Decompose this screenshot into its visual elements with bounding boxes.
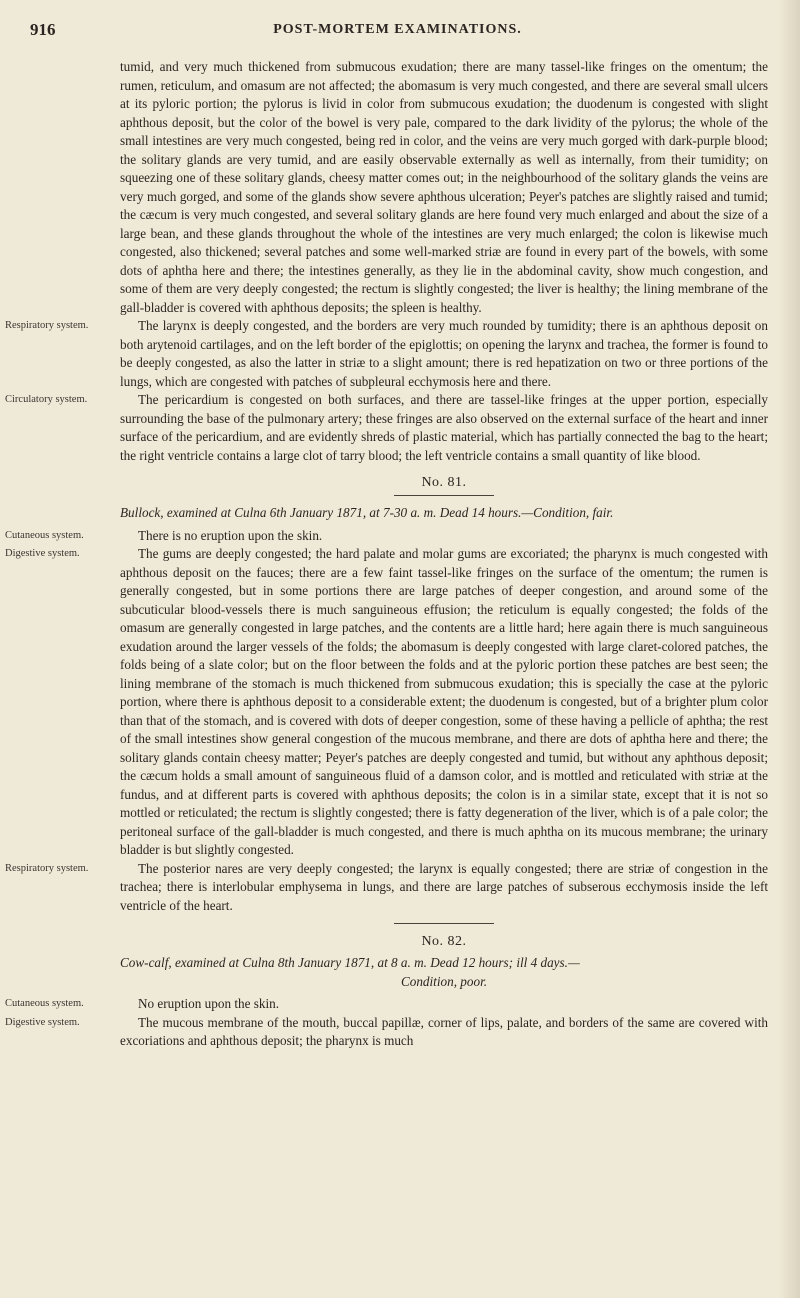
paragraph-respiratory-81 bbox=[5, 860, 768, 916]
page-number: 916 bbox=[30, 20, 56, 39]
margin-note-circulatory: Circulatory system. bbox=[5, 394, 88, 405]
paragraph-text: The larynx is deeply congested, and the borders are very much rounded by tumidity; there is an aphthous deposit on both arytenoid cartilages, and on the left border of the epiglottis; on opening the larynx and trachea, the former is found to be deeply congested, as also the latter in striæ to a slight amount; there is red hepatization on two or three portions of the lungs, which are congested with patches of subpleural ecchymosis here and there. bbox=[120, 318, 768, 389]
margin-note-respiratory: Respiratory system. bbox=[5, 320, 89, 331]
margin-note-respiratory: Respiratory system. bbox=[5, 862, 89, 874]
paragraph-text: The mucous membrane of the mouth, buccal papillæ, corner of lips, palate, and borders of the same are covered with excoriations and aphthous deposit; the pharynx is much bbox=[120, 1014, 768, 1048]
margin-note-cutaneous: Cutaneous system. bbox=[5, 529, 84, 541]
page-body bbox=[5, 58, 768, 1051]
case-82-heading-line2: Condition, poor. bbox=[400, 973, 488, 989]
paragraph-text: The posterior nares are very deeply congested; the larynx is equally congested; there are striæ of congestion in the trachea; there is interlobular emphysema in lungs, and there are large patches of subserous ecchymosis inside the left ventricle of the heart. bbox=[120, 860, 768, 913]
page-edge-shadow bbox=[778, 0, 800, 1298]
case-82-heading bbox=[120, 954, 768, 991]
case-82-heading-line1: Cow-calf, examined at Culna 8th January 1871, at 8 a. m. Dead 12 hours; ill 4 days.— bbox=[120, 955, 580, 970]
paragraph-text: No eruption upon the skin. bbox=[138, 996, 280, 1011]
margin-note-cutaneous: Cutaneous system. bbox=[5, 998, 84, 1009]
section-rule bbox=[394, 495, 494, 496]
paragraph-text: There is no eruption upon the skin. bbox=[138, 527, 323, 543]
paragraph-cutaneous-81 bbox=[5, 527, 768, 546]
page-header bbox=[30, 20, 765, 44]
case-81-heading: Bullock, examined at Culna 6th January 1871, at 7-30 a. m. Dead 14 hours.—Condition, fair. bbox=[120, 505, 614, 520]
paragraph-digestive-82 bbox=[5, 1014, 768, 1051]
case-82-title: No. 82. bbox=[421, 934, 467, 949]
paragraph-text: The gums are deeply congested; the hard palate and molar gums are excoriated; the pharynx is much congested with aphthous deposit on the fauces; there are a few faint tassel-like fringes on the surface of the omentum; the rumen is generally congested, but in some portions there are large patches of deeper congestion, and around some of the subcuticular blood-vessels there is much sanguineous effusion; the reticulum is equally congested; the folds of the omasum are generally congested in large patches, and the contents are a little hard; here again there is much sanguineous exudation around the larger vessels of the folds; the abomasum is deeply congested with large claret-colored patches, the folds being of a slate color; but on the floor between the folds and at the pyloric portion these patches are best seen; the lining membrane of the stomach is much thickened from submucous exudation; this is specially the case at the pyloric portion, where there is aphthous deposit to a considerable extent; the duodenum is congested, but of a brighter plum color than that of the stomach, and is covered with dots of deeper congestion, some of these having a pellicle of aphtha; the rest of the small intestines show general congestion of the mucous membrane, and there are dots of aphtha here and there; the solitary glands contain cheesy matter; Peyer's patches are deeply congested and tumid, but without any aphthous deposit; the cæcum holds a small amount of sanguineous fluid of a damson color, and is mottled and reticulated with striæ at the fundus, and at different parts is covered with aphthous deposits; the colon is in a similar state, except that it is not so mottled or reticulated; the rectum is slightly congested; there is fatty degeneration of the liver, which is of a pale color; the peritoneal surface of the gall-bladder is much congested, and there is much aphtha on its mucous membrane; the urinary bladder is but slightly congested. bbox=[120, 546, 768, 857]
running-head: POST-MORTEM EXAMINATIONS. bbox=[273, 22, 522, 37]
paragraph-cutaneous-82 bbox=[5, 995, 768, 1014]
paragraph-text: The pericardium is congested on both surfaces, and there are tassel-like fringes at the upper portion, especially surrounding the base of the pulmonary artery; these fringes are also observed on the external surface of the heart and inner surface of the pericardium, and are evidently shreds of plastic material, which has partially connected the bag to the heart; the right ventricle contains a large clot of tarry blood; the left ventricle contains a small quantity of like blood. bbox=[120, 392, 768, 463]
paragraph-circulatory-80 bbox=[5, 391, 768, 465]
section-rule bbox=[394, 923, 494, 924]
case-81-title: No. 81. bbox=[421, 475, 467, 490]
margin-note-digestive: Digestive system. bbox=[5, 1016, 80, 1028]
paragraph-respiratory-80 bbox=[5, 317, 768, 391]
margin-note-digestive: Digestive system. bbox=[5, 548, 80, 559]
paragraph-digestive-81 bbox=[5, 545, 768, 860]
paragraph-continued-intestines: tumid, and very much thickened from submucous exudation; there are many tassel-like fringes on the omentum; the rumen, reticulum, and omasum are not affected; the abomasum is very much congested, and there are several small ulcers at its pyloric portion; the pylorus is livid in color from submucous exudation; the duodenum is congested with slight aphthous deposit, but the color of the bowel is very pale, compared to the dark lividity of the pylorus; the whole of the small intestines are very much congested, being red in color, and the veins are very much gorged with dark-purple blood; the solitary glands are very tumid, and are easily observable externally as well as internally, from their tumidity; on squeezing one of these solitary glands, cheesy matter comes out; in the neighbourhood of the solitary glands the veins are very much gorged, and some of the glands show severe aphthous ulceration; Peyer's patches are slightly raised and tumid; the cæcum is very much congested, and several solitary glands are here found very much enlarged and about the size of a large bean, and these glands throughout the whole of the intestines are very much enlarged; the colon is likewise much congested, also thickened; several patches and some well-marked striæ are found in every part of the bowels, with some dots of aphtha here and there; the intestines generally, as they lie in the abdominal cavity, show much congestion, and some of them are very deeply congested; the rectum is slightly congested; the liver is healthy; the lining membrane of the gall-bladder is covered with aphthous deposits; the spleen is healthy. bbox=[120, 59, 768, 315]
